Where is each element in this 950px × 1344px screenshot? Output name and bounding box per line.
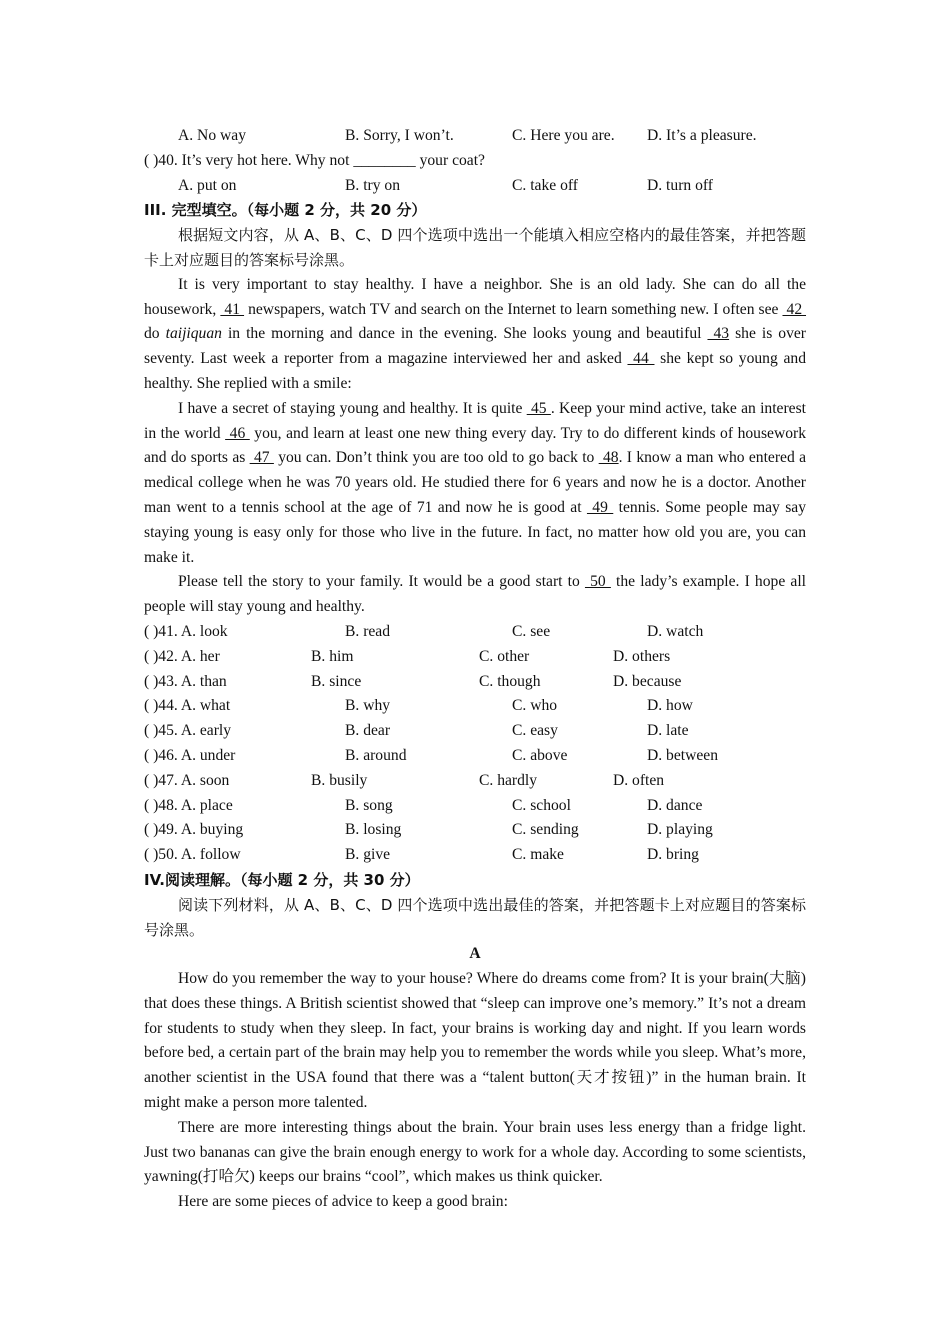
q40-option-a: A. put on <box>178 176 237 194</box>
cloze-blank-44: 44 <box>627 350 655 368</box>
cloze-paragraph-2 <box>144 397 806 571</box>
cloze-text-italic: taijiquan <box>165 325 222 343</box>
passage-label: A <box>469 945 481 963</box>
q40-stem <box>144 149 806 174</box>
question-number: ( )49. A. buying <box>144 821 244 839</box>
option-c: C. though <box>479 672 541 690</box>
cloze-text: . I know a man who entered a medical college when he was 70 years old. He studied there for 6 years and now he is a doctor. Another man went to a tennis school at the age of 71 and now he is good at <box>144 449 806 516</box>
option-b: B. since <box>311 672 362 690</box>
q39-option-c: C. Here you are. <box>512 127 615 144</box>
option-d: D. between <box>647 746 719 764</box>
exam-page <box>144 124 806 1215</box>
question-row <box>144 843 806 868</box>
option-c: C. sending <box>512 821 579 839</box>
option-c: C. school <box>512 796 571 814</box>
option-b: B. song <box>345 796 393 814</box>
question-row <box>144 645 806 670</box>
q40-blank: ________ <box>353 151 416 169</box>
question-number: ( )46. A. under <box>144 746 236 764</box>
option-d: D. often <box>613 771 665 789</box>
cloze-blank-50: 50 <box>584 573 611 591</box>
question-number: ( )48. A. place <box>144 796 233 814</box>
option-b: B. him <box>311 647 354 665</box>
cloze-blank-41: 41 <box>220 300 245 318</box>
option-c: C. who <box>512 697 558 715</box>
question-row <box>144 694 806 719</box>
cloze-blank-49: 49 <box>586 498 614 516</box>
option-b: B. give <box>345 846 391 864</box>
cloze-text: It is very important to stay healthy. I have a neighbor. She is an old lady. She can do all the housework, <box>144 275 806 318</box>
q40-stem-suffix: your coat? <box>415 151 485 169</box>
option-b: B. losing <box>345 821 402 839</box>
section4-instruction: 阅读下列材料，从 A、B、C、D 四个选项中选出最佳的答案，并把答题卡上对应题目的答案标号涂黑。 <box>144 895 806 939</box>
reading-paragraph-3: Here are some pieces of advice to keep a good brain: <box>178 1193 508 1211</box>
q39-option-a: A. No way <box>178 127 246 144</box>
option-c: C. easy <box>512 722 558 740</box>
section4-heading: IV.阅读理解。（每小题 2 分，共 30 分） <box>144 870 420 889</box>
cloze-text: newspapers, watch TV and search on the Internet to learn something new. I often see <box>244 300 783 318</box>
cloze-paragraph-1 <box>144 273 806 397</box>
question-row <box>144 719 806 744</box>
option-d: D. how <box>647 697 693 715</box>
q39-option-d: D. It’s a pleasure. <box>647 127 757 144</box>
cloze-text: Please tell the story to your family. It would be a good start to <box>178 573 585 591</box>
question-number: ( )42. A. her <box>144 647 220 665</box>
q40-option-b: B. try on <box>345 176 401 194</box>
cloze-blank-46: 46 <box>225 424 250 442</box>
cloze-blank-47: 47 <box>249 449 274 467</box>
cloze-questions <box>144 620 806 868</box>
question-number: ( )47. A. soon <box>144 771 230 789</box>
cloze-blank-42: 42 <box>782 300 807 318</box>
question-row <box>144 769 806 794</box>
reading-paragraph-2: There are more interesting things about the brain. Your brain uses less energy than a fridge light. Just two bananas can give the brain enough energy to work for a whole day. According to some scientists, yawning(打哈欠) keeps our brains “cool”, which makes us think quicker. <box>144 1118 806 1186</box>
reading-paragraph-1: How do you remember the way to your house? Where do dreams come from? It is your brain(大脑) that does these things. A British scientist showed that “sleep can improve one’s memory.” It’s not a dream for students to study when they sleep. In fact, your brains is working day and night. If you learn words before bed, a certain part of the brain may help you to remember the words while you sleep. What’s more, another scientist in the USA found that there was a “talent button(天才按钮)” in the human brain. It might make a person more talented. <box>144 970 806 1112</box>
question-row <box>144 744 806 769</box>
cloze-text: you can. Don’t think you are too old to go back to <box>273 449 599 467</box>
option-b: B. why <box>345 697 391 715</box>
cloze-text: she is over seventy. Last week a reporter from a magazine interviewed her and asked <box>144 325 806 368</box>
q40-option-d: D. turn off <box>647 176 713 194</box>
q39-option-b: B. Sorry, I won’t. <box>345 127 454 144</box>
cloze-blank-45: 45 <box>526 399 551 417</box>
option-b: B. around <box>345 746 407 764</box>
question-number: ( )44. A. what <box>144 697 231 715</box>
option-d: D. playing <box>647 821 713 839</box>
cloze-paragraph-3 <box>144 570 806 620</box>
cloze-text: . Keep your mind active, take an interest in the world <box>144 399 806 442</box>
option-c: C. above <box>512 746 568 764</box>
option-b: B. dear <box>345 722 391 740</box>
question-number: ( )41. A. look <box>144 622 228 640</box>
option-b: B. read <box>345 622 391 640</box>
cloze-blank-48: 48 <box>598 449 619 467</box>
question-row <box>144 818 806 843</box>
option-d: D. dance <box>647 796 703 814</box>
cloze-text: I have a secret of staying young and healthy. It is quite <box>178 399 527 417</box>
option-d: D. bring <box>647 846 699 864</box>
option-b: B. busily <box>311 771 368 789</box>
question-row <box>144 794 806 819</box>
option-c: C. hardly <box>479 771 538 789</box>
option-c: C. make <box>512 846 564 864</box>
question-number: ( )45. A. early <box>144 722 232 740</box>
cloze-text: do <box>144 325 166 343</box>
q40-option-c: C. take off <box>512 176 578 194</box>
cloze-text: in the morning and dance in the evening. She looks young and beautiful <box>221 325 708 343</box>
option-d: D. late <box>647 722 689 740</box>
option-c: C. see <box>512 622 551 640</box>
q39-options-row <box>144 124 806 149</box>
question-row <box>144 620 806 645</box>
question-number: ( )43. A. than <box>144 672 227 690</box>
cloze-text: the lady’s example. I hope all people will stay young and healthy. <box>144 573 806 616</box>
option-d: D. watch <box>647 622 704 640</box>
option-d: D. others <box>613 647 671 665</box>
q40-options-row <box>144 174 806 199</box>
question-row <box>144 670 806 695</box>
section3-instruction: 根据短文内容，从 A、B、C、D 四个选项中选出一个能填入相应空格内的最佳答案，并把答题卡上对应题目的答案标号涂黑。 <box>144 226 806 269</box>
cloze-text: she kept so young and healthy. She replied with a smile: <box>144 350 806 392</box>
section3-heading: III. 完型填空。（每小题 2 分，共 20 分） <box>144 201 427 220</box>
cloze-blank-43: 43 <box>707 325 730 343</box>
question-number: ( )50. A. follow <box>144 846 241 864</box>
cloze-text: you, and learn at least one new thing every day. Try to do different kinds of housework and do sports as <box>144 424 806 467</box>
option-c: C. other <box>479 647 530 665</box>
cloze-text: tennis. Some people may say staying young is easy only for those who live in the future. In fact, no matter how old you are, you can make it. <box>144 498 807 566</box>
option-d: D. because <box>613 672 682 690</box>
q40-stem-prefix: ( )40. It’s very hot here. Why not <box>144 151 354 169</box>
